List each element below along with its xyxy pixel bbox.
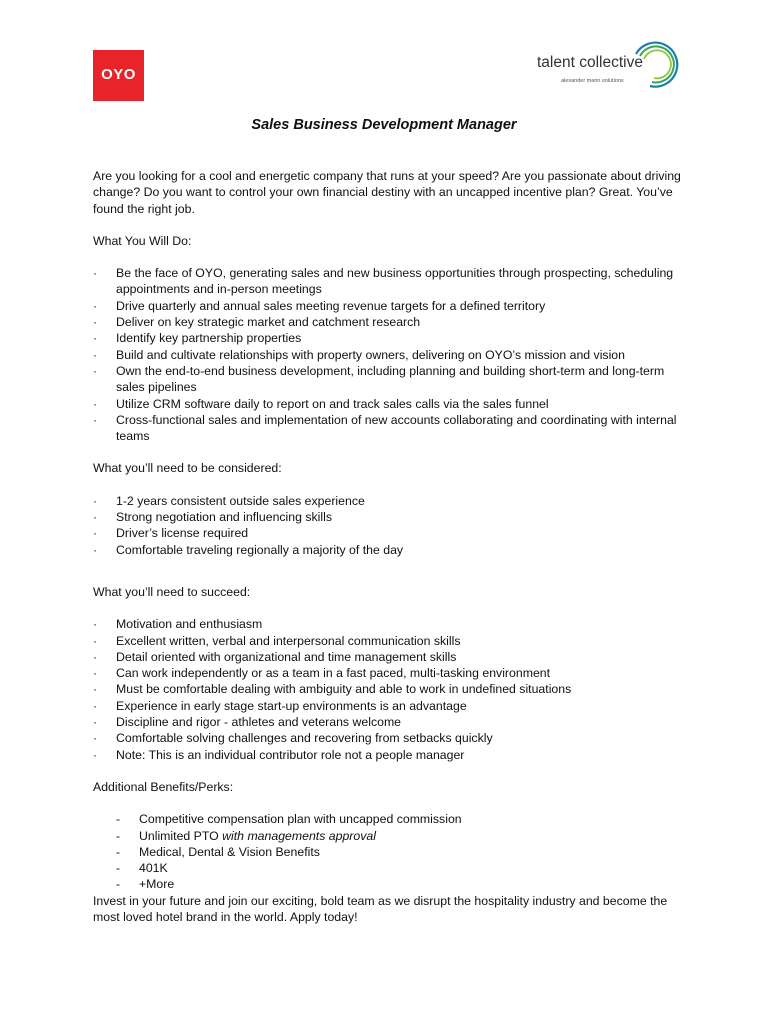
benefits-list bbox=[93, 811, 693, 892]
responsibilities-list bbox=[93, 265, 693, 444]
list-item: · Comfortable traveling regionally a majority of the day bbox=[93, 542, 404, 557]
talent-collective-subtitle: alexander mann solutions bbox=[561, 78, 624, 84]
list-item: · Detail oriented with organizational and time management skills bbox=[93, 649, 457, 664]
list-item: · Note: This is an individual contributor role not a people manager bbox=[93, 747, 465, 762]
list-item: - 401K bbox=[116, 861, 168, 876]
list-item: - Competitive compensation plan with uncapped commission bbox=[116, 812, 462, 827]
list-item: · Discipline and rigor - athletes and veterans welcome bbox=[93, 715, 402, 730]
list-item: · Must be comfortable dealing with ambiguity and able to work in undefined situations bbox=[93, 682, 572, 697]
pto-note: with managements approval bbox=[222, 828, 376, 843]
requirements-list bbox=[93, 493, 693, 558]
list-item: · Experience in early stage start-up environments is an advantage bbox=[93, 698, 467, 713]
list-item: · Excellent written, verbal and interpersonal communication skills bbox=[93, 633, 461, 648]
list-item: · Comfortable solving challenges and recovering from setbacks quickly bbox=[93, 731, 493, 746]
list-item: · Be the face of OYO, generating sales and new business opportunities through prospecting, scheduling appointments and in-person meetings bbox=[93, 266, 674, 297]
job-title: Sales Business Development Manager bbox=[251, 117, 517, 133]
heading-benefits: Additional Benefits/Perks: bbox=[93, 779, 234, 794]
list-item: - +More bbox=[116, 877, 175, 892]
success-skills-list bbox=[93, 616, 693, 763]
list-item: · Strong negotiation and influencing skills bbox=[93, 510, 333, 525]
list-item: · Can work independently or as a team in a fast paced, multi-tasking environment bbox=[93, 666, 551, 681]
heading-what-you-will-do: What You Will Do: bbox=[93, 233, 192, 248]
list-item: · Cross-functional sales and implementation of new accounts collaborating and coordinating with internal teams bbox=[93, 412, 677, 444]
list-item: - Unlimited PTO with managements approval bbox=[116, 828, 376, 843]
list-item: · Build and cultivate relationships with property owners, delivering on OYO’s mission and vision bbox=[93, 347, 625, 362]
list-item: · Motivation and enthusiasm bbox=[93, 617, 263, 632]
list-item: · Own the end-to-end business development, including planning and building short-term and long-term sales pipelines bbox=[93, 363, 665, 395]
list-item: · Driver’s license required bbox=[93, 526, 249, 541]
oyo-logo bbox=[93, 50, 144, 101]
heading-succeed: What you’ll need to succeed: bbox=[93, 584, 251, 599]
oyo-logo-text: OYO bbox=[101, 66, 136, 84]
document-body bbox=[93, 168, 693, 925]
list-item: - Medical, Dental & Vision Benefits bbox=[116, 844, 320, 859]
talent-collective-logo bbox=[534, 40, 684, 90]
heading-considered: What you’ll need to be considered: bbox=[93, 461, 282, 476]
list-item: · Deliver on key strategic market and catchment research bbox=[93, 315, 421, 330]
list-item: · Identify key partnership properties bbox=[93, 331, 302, 346]
list-item: · 1-2 years consistent outside sales experience bbox=[93, 493, 365, 508]
list-item: · Utilize CRM software daily to report on and track sales calls via the sales funnel bbox=[93, 396, 549, 411]
talent-collective-name: talent collective bbox=[537, 54, 643, 71]
closing-paragraph: Invest in your future and join our exciting, bold team as we disrupt the hospitality industry and become the most loved hotel brand in the world. Apply today! bbox=[93, 893, 668, 924]
intro-paragraph: Are you looking for a cool and energetic company that runs at your speed? Are you passionate about driving change? Do you want to control your own financial destiny with an uncapped incentive plan? Great. You’ve found the right job. bbox=[93, 169, 681, 216]
list-item: · Drive quarterly and annual sales meeting revenue targets for a defined territory bbox=[93, 298, 546, 313]
